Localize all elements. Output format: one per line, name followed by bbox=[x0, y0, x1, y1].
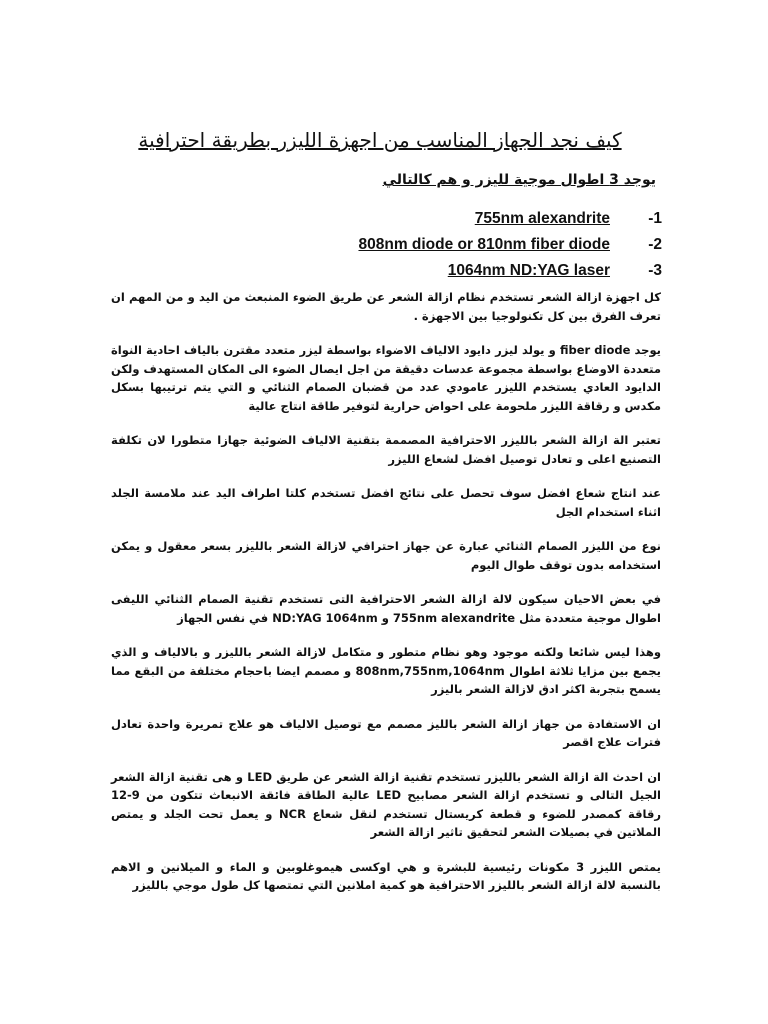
paragraph-fiber-machine: تعتبر الة ازالة الشعر بالليزر الاحترافية المصممة بتقنية الالياف الضوئية جهازا متطورا لان تكلفة التصنيع اعلى و تعادل توصيل افضل لشعاع الليزر bbox=[111, 433, 661, 466]
list-item bbox=[142, 206, 662, 232]
wavelength-number: -3 bbox=[648, 262, 662, 279]
wavelength-number: -1 bbox=[648, 210, 662, 227]
paragraph-fiber-diode: يوجد fiber diode و يولد ليزر دايود الالياف الاضواء بواسطة ليزر متعدد مقترن بالياف احادية النواة متعددة الاوضاع بواسطة مجموعة عدسات دقيقة من اجل ايصال الضوء الى المكان المستهدف ولكن الدايود العادي يستخدم الليزر عامودي عدد من قضبان الصمام الثنائي و التي يتم ترتيبها بسكل مكدس و رقاقة الليزر ملحومة على احواض حرارية لتوفير طاقة انتاج عالية bbox=[111, 343, 662, 413]
wavelength-list bbox=[142, 206, 662, 284]
list-item bbox=[142, 232, 662, 258]
paragraph-skin-components: يمتص الليزر 3 مكونات رئيسية للبشرة و هي اوكسى هيموغلوبين و الماء و الميلانين و الاهم بالنسبة لالة ازالة الشعر بالليزر الاحترافية هو كمية املانين التي تمتصها كل طول موجي بالليزر bbox=[111, 859, 661, 892]
document-body bbox=[111, 288, 661, 911]
paragraph-integrated-system: وهذا ليس شائعا ولكنه موجود وهو نظام متطور و متكامل لازالة الشعر بالليزر و بالالياف و الذي يجمع بين مزايا ثلاثة اطوال 808nm,755nm,1064nm و مصمم ايضا باحجام مختلفة من البقع مما يسمح بتجربة اكثر ادق لازالة الشعر باليزر bbox=[111, 645, 661, 696]
wavelength-number: -2 bbox=[648, 236, 662, 253]
paragraph-intro: كل اجهزة ازالة الشعر تستخدم نظام ازالة الشعر عن طريق الضوء المنبعث من اليد و من المهم ان تعرف الفرق بين كل تكنولوجيا بين الاجهزة . bbox=[111, 290, 661, 323]
paragraph-multi-wavelength: في بعض الاحيان سيكون لالة ازالة الشعر الاحترافية التى تستخدم تقنية الصمام الثنائي الليفى اطوال موجية متعددة مثل 755nm alexandrite و ND:YAG 1064nm في نفس الجهاز bbox=[111, 592, 661, 625]
list-item bbox=[142, 258, 662, 284]
wavelength-label: 1064nm ND:YAG laser bbox=[447, 262, 610, 279]
document-title: كيف نجد الجهاز المناسب من اجهزة الليزر بطريقة احترافية bbox=[138, 128, 622, 152]
paragraph-single-pass: ان الاستفادة من جهاز ازالة الشعر بالليز مصمم مع توصيل الالياف هو علاج تمريرة واحدة تعادل فترات علاج اقصر bbox=[111, 716, 661, 749]
wavelength-label: 755nm alexandrite bbox=[474, 210, 610, 227]
paragraph-led-technology: ان احدث الة ازالة الشعر بالليزر تستخدم تقنية ازالة الشعر عن طريق LED و هى تقنية ازالة الشعر الجيل التالى و تستخدم ازالة الشعر مصابيح LED عالية الطاقة فائقة الانبعاث تتكون من 9-12 رقاقة كمصدر للضوء و قطعة كريستال تستخدم لنقل شعاع NCR و يعمل تحت الجلد و يمتص الملاتين في بصيلات الشعر لتحقيق تاثير ازالة الشعر bbox=[111, 769, 661, 839]
document-subtitle: يوجد 3 اطوال موجية لليزر و هم كالتالي bbox=[382, 172, 656, 188]
paragraph-diode-type: نوع من الليزر الصمام الثنائي عبارة عن جهاز احترافي لازالة الشعر بالليزر بسعر معقول و يمكن استخدامه بدون توقف طوال اليوم bbox=[111, 539, 661, 572]
wavelength-label: 808nm diode or 810nm fiber diode bbox=[358, 236, 610, 253]
paragraph-better-beam: عند انتاج شعاع افضل سوف تحصل على نتائج افضل تستخدم كلتا اطراف اليد عند ملامسة الجلد اثناء استخدام الجل bbox=[111, 486, 661, 519]
